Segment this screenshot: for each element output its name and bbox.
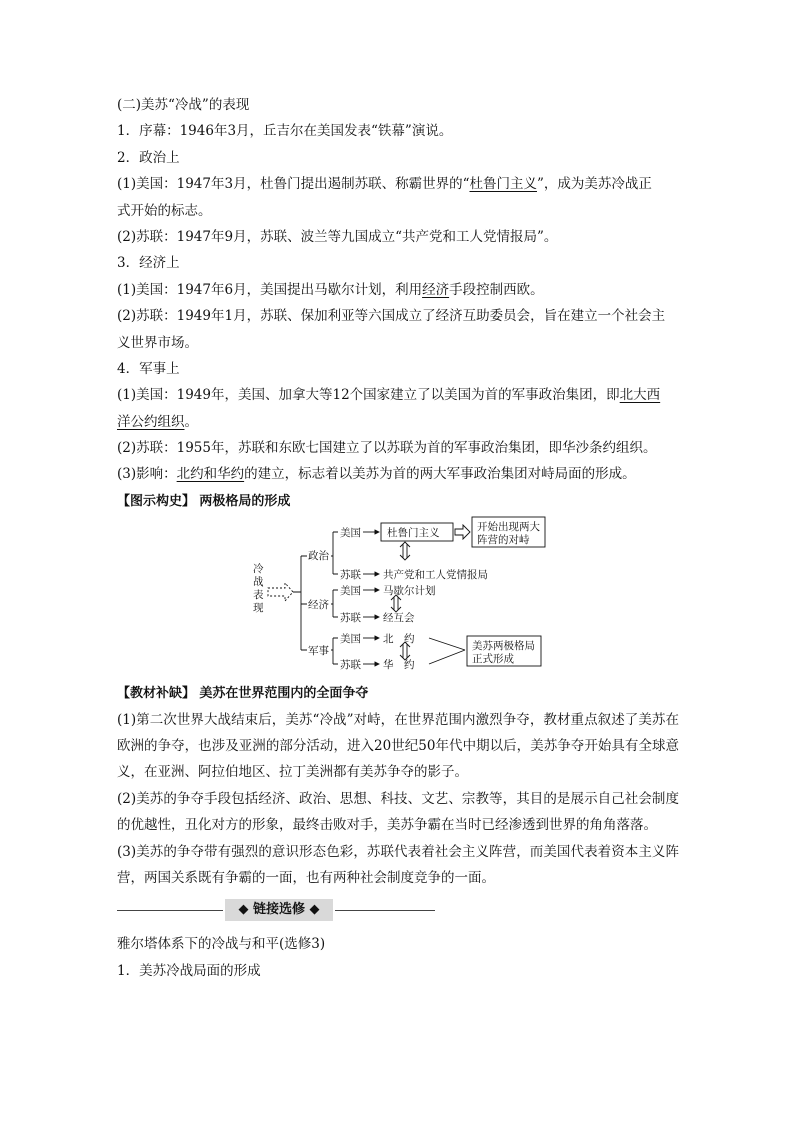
- text-warsaw: 华 约: [383, 659, 415, 672]
- bracket-level1: [293, 556, 307, 650]
- text-start-1: 开始出现两大: [477, 521, 540, 534]
- military-ussr: 苏联: [340, 659, 361, 672]
- label-military: 军事: [308, 645, 329, 658]
- diagram-root-2: 战: [253, 576, 264, 589]
- bracket-economy: [331, 590, 338, 617]
- paragraph-prelude: 1．序幕：1946年3月，丘吉尔在美国发表“铁幕”演说。: [117, 123, 453, 140]
- hollow-arrow-truman: [455, 525, 470, 539]
- label-politics: 政治: [308, 550, 329, 563]
- paragraph-us-politics: (1)美国：1947年3月，杜鲁门提出遏制苏联、称霸世界的“杜鲁门主义”，成为美苏冷战正: [117, 176, 652, 193]
- hollow-dashed-arrow: [268, 583, 293, 601]
- politics-ussr: 苏联: [340, 569, 361, 582]
- text-comecon: 经互会: [383, 612, 415, 625]
- paragraph-us-military-cont: 洋公约组织。: [117, 413, 198, 430]
- paragraph-ussr-economy: (2)苏联：1949年1月，苏联、保加利亚等六国成立了经济互助委员会，旨在建立一个社会主: [117, 308, 666, 325]
- economy-ussr: 苏联: [340, 612, 361, 625]
- banner-tag: ◆ 链接选修 ◆: [225, 899, 333, 921]
- diagram-heading: 【图示构史】 两极格局的形成: [117, 493, 291, 509]
- label-economy: 经济: [308, 599, 329, 612]
- supplement-heading: 【教材补缺】 美苏在世界范围内的全面争夺: [117, 686, 369, 702]
- link-item: 1．美苏冷战局面的形成: [117, 962, 261, 979]
- paragraph-us-economy: (1)美国：1947年6月，美国提出马歇尔计划，利用经济手段控制西欧。: [117, 281, 544, 298]
- heading-politics: 2．政治上: [117, 149, 180, 166]
- merge-lines-military: [429, 638, 465, 664]
- supplement-paragraph-3: (3)美苏的争夺带有强烈的意识形态色彩，苏联代表着社会主义阵营，而美国代表着资本主义阵营，两国关系既有争霸的一面，也有两种社会制度竞争的一面。: [117, 843, 679, 887]
- bracket-military: [331, 638, 338, 664]
- underlined-nato-2: 洋公约组织: [117, 413, 185, 430]
- text-start-2: 阵营的对峙: [477, 534, 530, 547]
- heading-military: 4．军事上: [117, 360, 180, 377]
- underlined-economy: 经济: [422, 281, 450, 298]
- paragraph-ussr-politics: (2)苏联：1947年9月，苏联、波兰等九国成立“共产党和工人党情报局”。: [117, 228, 558, 245]
- updown-arrow-economy: [391, 595, 401, 612]
- economy-us: 美国: [340, 585, 361, 598]
- link-title: 雅尔塔体系下的冷战与和平(选修3): [117, 936, 326, 953]
- supplement-paragraph-2: (2)美苏的争夺手段包括经济、政治、思想、科技、文艺、宗教等，其目的是展示自己社会制度的优越性，丑化对方的形象，最终击败对手，美苏争霸在当时已经渗透到世界的角角落落。: [117, 790, 679, 834]
- bracket-politics: [331, 532, 338, 574]
- military-us: 美国: [340, 633, 361, 646]
- text-nato: 北 约: [383, 633, 415, 646]
- banner-rule-right: [335, 910, 435, 911]
- paragraph-ussr-military: (2)苏联：1955年，苏联和东欧七国建立了以苏联为首的军事政治集团，即华沙条约组织。: [117, 440, 657, 457]
- section-title: (二)美苏“冷战”的表现: [117, 97, 250, 113]
- paragraph-us-politics-cont: 式开始的标志。: [117, 202, 212, 219]
- underlined-truman-doctrine: 杜鲁门主义: [469, 176, 537, 193]
- diagram-root-1: 冷: [253, 563, 264, 576]
- paragraph-ussr-economy-cont: 义世界市场。: [117, 334, 198, 351]
- banner-rule-left: [117, 910, 223, 911]
- diagram-root-4: 现: [253, 602, 264, 615]
- supplement-paragraph-1: (1)第二次世界大战结束后，美苏“冷战”对峙，在世界范围内激烈争夺，教材重点叙述了美苏在欧洲的争夺，也涉及亚洲的部分活动，进入20世纪50年代中期以后，美苏争夺开始具有全球意义，在亚洲、阿拉伯地区、拉丁美洲都有美苏争夺的影子。: [117, 711, 679, 781]
- paragraph-impact: (3)影响：北约和华约的建立，标志着以美苏为首的两大军事政治集团对峙局面的形成。: [117, 466, 636, 483]
- text-bipolar-2: 正式形成: [472, 653, 514, 666]
- text-marshall: 马歇尔计划: [383, 585, 436, 598]
- document-page: [117, 92, 679, 984]
- politics-us: 美国: [340, 527, 361, 540]
- underlined-nato-warsaw: 北约和华约: [176, 466, 245, 483]
- updown-arrow-politics: [400, 542, 410, 560]
- heading-economy: 3．经济上: [117, 255, 180, 272]
- diagram-svg: [117, 516, 679, 676]
- underlined-nato-1: 北大西: [619, 387, 661, 404]
- diagram-root-3: 表: [253, 589, 264, 602]
- link-elective-banner: [117, 891, 679, 931]
- paragraph-us-military: (1)美国：1949年，美国、加拿大等12个国家建立了以美国为首的军事政治集团，即北大西: [117, 387, 661, 404]
- text-truman: 杜鲁门主义: [387, 527, 440, 540]
- bipolar-diagram: [117, 516, 679, 676]
- text-bipolar-1: 美苏两极格局: [472, 640, 535, 653]
- text-cominform: 共产党和工人党情报局: [383, 569, 488, 582]
